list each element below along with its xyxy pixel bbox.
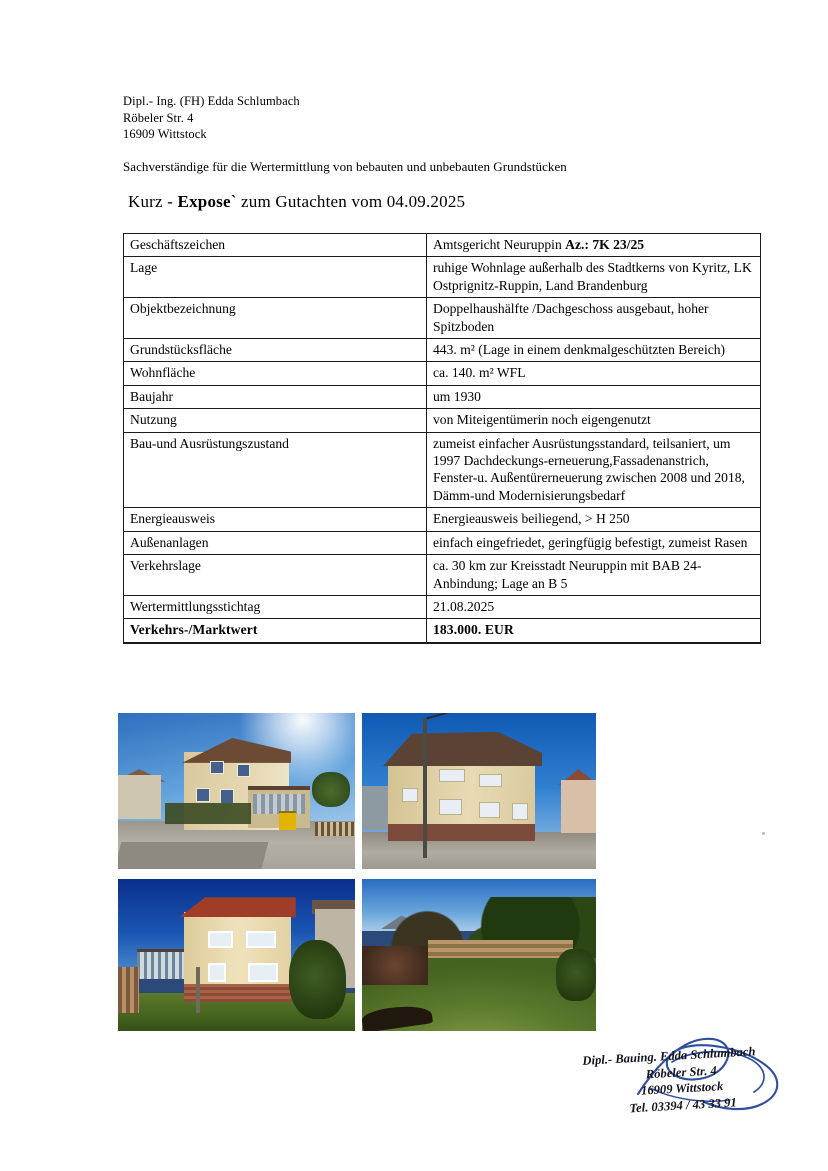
fence [315,822,355,836]
window [208,963,226,982]
window [479,774,502,787]
table-row [124,531,761,554]
row-value: ca. 140. m² WFL [427,362,761,385]
window [512,803,528,819]
window [402,788,418,802]
window [439,769,464,782]
brick-plinth [184,984,291,1002]
table-row [124,385,761,408]
photo-street-view-front-left [118,713,355,869]
window [479,802,500,818]
table-row [124,432,761,508]
tree [289,940,346,1019]
post [196,967,199,1013]
veranda [137,949,184,979]
table-row [124,339,761,362]
letterhead-line-1: Dipl.- Ing. (FH) Edda Schlumbach [123,94,300,108]
window [237,764,251,777]
window [196,788,210,802]
window [208,931,233,949]
row-label: Verkehrslage [124,555,427,596]
fence [118,967,139,1013]
row-label: Energieausweis [124,508,427,531]
row-label: Grundstücksfläche [124,339,427,362]
page-title-emphasis: Expose` [177,192,237,211]
professional-qualification-line: Sachverständige für die Wertermittlung von bebauten und unbebauten Grundstücken [123,159,567,174]
window [246,931,276,949]
case-court: Amtsgericht Neuruppin [433,237,566,252]
stamp-line-city: 16909 Wittstock [640,1079,724,1098]
table-row [124,257,761,298]
row-value: 21.08.2025 [427,595,761,618]
stamp-block [580,1042,783,1119]
photo-street-view-gable [362,713,596,869]
row-value: zumeist einfacher Ausrüstungsstandard, teilsaniert, um 1997 Dachdeckungs-erneuerung,Fassadenanstrich, Fenster-u. Außentürerneuerung zwischen 2008 und 2018, Dämm-und Modernisierungsbedarf [427,432,761,508]
row-value: von Miteigentümerin noch eigengenutzt [427,409,761,432]
scan-artifact [762,832,765,835]
shrub-left [362,946,428,986]
property-summary-table [123,233,761,644]
hedge [165,803,250,823]
row-label: Bau-und Ausrüstungszustand [124,432,427,508]
row-label: Wohnfläche [124,362,427,385]
stamp-line-name: Dipl.- Bauing. Edda Schlumbach [582,1044,756,1068]
row-value: um 1930 [427,385,761,408]
row-value: Energieausweis beiliegend, > H 250 [427,508,761,531]
stamp-line-phone: Tel. 03394 / 43 33 91 [629,1094,738,1115]
table-row [124,595,761,618]
table-row [124,362,761,385]
photo-garden-lawn [362,879,596,1031]
window [210,761,224,774]
page-title-suffix: zum Gutachten vom 04.09.2025 [236,192,466,211]
row-label: Objektbezeichnung [124,298,427,339]
row-value: ruhige Wohnlage außerhalb des Stadtkerns von Kyritz, LK Ostprignitz-Ruppin, Land Brandenburg [427,257,761,298]
row-label: Baujahr [124,385,427,408]
page-title-prefix: Kurz - [128,192,178,211]
house-facade [184,912,291,994]
row-label: Lage [124,257,427,298]
table-row [124,409,761,432]
row-label: Außenanlagen [124,531,427,554]
row-value: ca. 30 km zur Kreisstadt Neuruppin mit BAB 24-Anbindung; Lage an B 5 [427,555,761,596]
table-row [124,555,761,596]
row-label: Verkehrs-/Marktwert [124,619,427,643]
case-number: Az.: 7K 23/25 [565,237,645,252]
neighbour-house [118,775,161,819]
shrub-right [556,949,596,1001]
row-value: 443. m² (Lage in einem denkmalgeschützten Bereich) [427,339,761,362]
stamp-line-street: Röbeler Str. 4 [645,1062,718,1081]
row-label: Geschäftszeichen [124,234,427,257]
letterhead-line-3: 16909 Wittstock [123,127,207,141]
letterhead-block [123,93,300,143]
table-row [124,298,761,339]
window [220,789,234,803]
page-title [128,192,465,212]
row-label: Nutzung [124,409,427,432]
letterhead-line-2: Röbeler Str. 4 [123,110,194,125]
road [118,842,268,869]
row-value: einfach eingefriedet, geringfügig befestigt, zumeist Rasen [427,531,761,554]
window [248,963,278,982]
photo-rear-view-garden-side [118,879,355,1031]
tree [312,772,350,806]
row-value: Doppelhaushälfte /Dachgeschoss ausgebaut, hoher Spitzboden [427,298,761,339]
table-row-market-value [124,619,761,643]
neighbour-house-right [561,780,596,833]
row-value [427,234,761,257]
waste-bin [279,811,296,830]
row-value: 183.000. EUR [427,619,761,643]
neighbour-building-left [362,786,390,830]
utility-pole [423,718,427,858]
table-row [124,234,761,257]
brick-plinth [388,824,535,841]
window [439,799,462,815]
table-row [124,508,761,531]
row-label: Wertermittlungsstichtag [124,595,427,618]
